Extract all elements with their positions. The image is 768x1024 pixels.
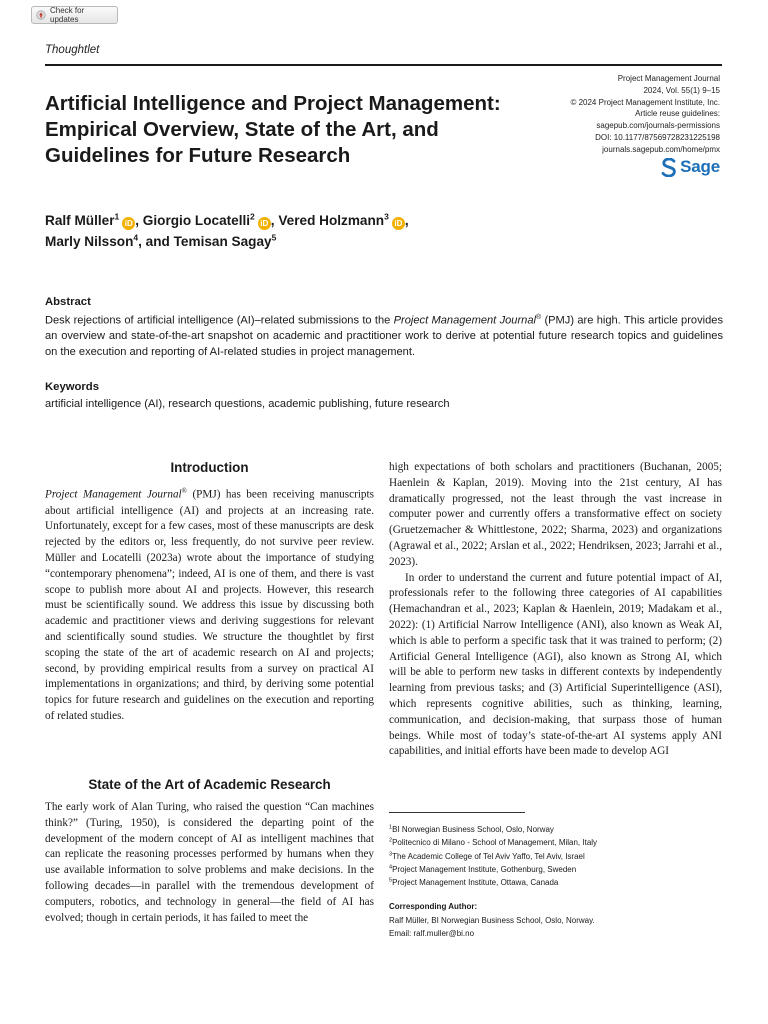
header-rule bbox=[45, 64, 722, 66]
author-affiliation-number: 5 bbox=[271, 232, 277, 243]
affiliation-item bbox=[389, 850, 722, 863]
affiliation-item bbox=[389, 863, 722, 876]
author bbox=[45, 234, 174, 249]
sage-s-icon bbox=[661, 158, 677, 177]
author-separator: , and bbox=[138, 234, 174, 249]
affiliation-text: BI Norwegian Business School, Oslo, Norway bbox=[392, 825, 554, 834]
affiliation-item bbox=[389, 823, 722, 836]
intro-text: (PMJ) has been receiving manuscripts about artificial intelligence (AI) and projects at an increasing rate. Unfortunately, except for a few cases, most of these manuscripts are desk rejected by the editors or, less frequently, do not survive peer review. Müller and Locatelli (2023a) wrote about the importance of studying “contemporary phenomena”; indeed, AI is one of them, and there is vast scope to publish more about AI and projects. However, this research must be scientifically sound. We address this issue by discussing both academic and practitioner views and deriving suggestions for relevant and scientifically sound studies. We structure the thoughtlet by first scoping the state of the art of academic research on AI and projects; second, by providing empirical results from a survey on practical AI implementations in organizations; and third, by deriving some potential topics for future research and guidelines on the execution and reporting of related studies. bbox=[45, 488, 374, 722]
author-name: Giorgio Locatelli bbox=[142, 213, 251, 228]
introduction-heading: Introduction bbox=[170, 460, 249, 475]
affiliation-text: Project Management Institute, Ottawa, Canada bbox=[392, 878, 559, 888]
author-separator: , bbox=[270, 213, 279, 228]
corresponding-author bbox=[389, 915, 722, 940]
author-name: Ralf Müller bbox=[45, 213, 115, 228]
affiliation-number: 5 bbox=[389, 877, 393, 884]
state-of-art-body bbox=[45, 800, 374, 926]
sage-logo bbox=[661, 157, 720, 177]
state-of-art-text: The early work of Alan Turing, who raised the question “Can machines think?” (Turing, 1950), is considered the departing point of the development of the modern concept of AI as intelligent machines that can replicate the reasoning processes performed by humans when they use available information to solve problems and make decisions. In the following decades—in parallel with the tremendous development of computers, robotics, and technology in general—the field of AI has evolved; though in certain periods, it has failed to meet the bbox=[45, 801, 374, 924]
registered-mark: ® bbox=[181, 487, 187, 495]
author-affiliation-number: 4 bbox=[133, 232, 139, 243]
orcid-icon[interactable]: iD bbox=[392, 217, 405, 230]
affiliation-number: 2 bbox=[389, 837, 393, 844]
paragraph-2: In order to understand the current and future potential impact of AI, professionals refer to the following three categories of AI capabilities (Hemachandran et al., 2023; Kaplan & Haenlein, 2019; Madakam et al., 2022): (1) Artificial Narrow Intelligence (ANI), also known as Weak AI, which is able to perform a specific task that it was trained to perform; (2) Artificial General Intelligence (AGI), also known as Strong AI, which will be able to perform new tasks in different contexts by independently learning from previous tasks; and (3) Artificial Superintelligence (ASI), which represents cognitive abilities, such as thinking, learning, communication, and decision-making, that surpass those of human beings. While most of today’s state-of-the-art AI systems apply ANI capabilities, and initial efforts have been made to develop AGI bbox=[389, 571, 722, 758]
abstract-heading: Abstract bbox=[45, 296, 91, 308]
check-for-updates-button[interactable] bbox=[31, 6, 118, 24]
doi-link[interactable]: DOI: 10.1177/87569728231225198 bbox=[595, 132, 720, 142]
author bbox=[278, 213, 408, 228]
permissions-link[interactable]: sagepub.com/journals-permissions bbox=[596, 121, 720, 131]
intro-journal-name: Project Management Journal bbox=[45, 488, 182, 501]
affiliation-number: 3 bbox=[389, 850, 393, 857]
corresponding-address: Ralf Müller, BI Norwegian Business School, Oslo, Norway. bbox=[389, 916, 595, 925]
journal-home-link[interactable]: journals.sagepub.com/home/pmx bbox=[602, 144, 720, 154]
author-separator: , bbox=[404, 213, 409, 228]
author-name: Vered Holzmann bbox=[278, 213, 385, 228]
right-column-body bbox=[389, 460, 722, 760]
sage-wordmark: Sage bbox=[680, 157, 720, 176]
state-of-art-heading: State of the Art of Academic Research bbox=[88, 777, 331, 792]
journal-volume: 2024, Vol. 55(1) 9–15 bbox=[643, 85, 720, 95]
keywords-text: artificial intelligence (AI), research questions, academic publishing, future research bbox=[45, 398, 450, 410]
affiliation-number: 4 bbox=[389, 864, 393, 871]
affiliation-item bbox=[389, 836, 722, 849]
author-affiliation-number: 3 bbox=[384, 211, 389, 222]
author bbox=[143, 213, 279, 228]
journal-name: Project Management Journal bbox=[617, 74, 720, 83]
abstract-part: Desk rejections of artificial intelligence (AI)–related submissions to the bbox=[45, 314, 394, 327]
affiliation-text: Politecnico di Milano - School of Management, Milan, Italy bbox=[392, 838, 598, 848]
affiliation-number: 1 bbox=[389, 824, 393, 831]
corresponding-author-heading: Corresponding Author: bbox=[389, 902, 478, 911]
author-list bbox=[45, 210, 585, 252]
affiliation-text: Project Management Institute, Gothenburg, Sweden bbox=[392, 864, 577, 874]
copyright: © 2024 Project Management Institute, Inc. bbox=[570, 97, 720, 107]
affiliation-item bbox=[389, 876, 722, 889]
journal-meta bbox=[480, 73, 720, 156]
article-title: Artificial Intelligence and Project Management: Empirical Overview, State of the Art, and Guidelines for Future Research bbox=[45, 92, 501, 167]
check-updates-label: Check for updates bbox=[50, 6, 85, 24]
orcid-icon[interactable]: iD bbox=[122, 217, 135, 230]
abstract-part: (PMJ) are high. This article provides an overview and state-of-the-art snapshot on academic and practitioner work to derive at potential future research topics and guidelines on the execution and reporting of AI-related studies in project management. bbox=[45, 314, 723, 359]
abstract-text bbox=[45, 310, 723, 361]
keywords-heading: Keywords bbox=[45, 381, 99, 393]
paragraph-1: high expectations of both scholars and practitioners (Buchanan, 2005; Haenlein & Kaplan, 2019). Moving into the 21st century, AI has dramatically progressed, not the least through the vast increase in computer power and currently offers a transformative effect on society (Gruetzemacher & Whittlestone, 2022; Sharma, 2023) and organizations (Agrawal et al., 2022; Arslan et al., 2022; Hendriksen, 2023; Jarrahi et al., 2023). bbox=[389, 461, 722, 568]
abstract-journal-name: Project Management Journal bbox=[393, 314, 536, 327]
author-affiliation-number: 2 bbox=[250, 211, 255, 222]
author bbox=[174, 234, 277, 249]
introduction-body bbox=[45, 484, 374, 725]
affiliation-text: The Academic College of Tel Aviv Yaffo, Tel Aviv, Israel bbox=[392, 851, 585, 861]
author-separator: , bbox=[135, 213, 143, 228]
author-affiliation-number: 1 bbox=[114, 211, 120, 222]
footnote-rule bbox=[389, 812, 525, 813]
author-name: Marly Nilsson bbox=[45, 234, 134, 249]
registered-mark: ® bbox=[535, 314, 542, 321]
orcid-icon[interactable]: iD bbox=[258, 217, 271, 230]
check-updates-icon bbox=[36, 10, 46, 20]
affiliations bbox=[389, 823, 722, 889]
author bbox=[45, 213, 143, 228]
section-label: Thoughtlet bbox=[45, 44, 100, 56]
author-name: Temisan Sagay bbox=[173, 234, 272, 249]
reuse-guidelines: Article reuse guidelines: bbox=[635, 109, 720, 119]
corresponding-email[interactable]: Email: ralf.muller@bi.no bbox=[389, 928, 475, 938]
